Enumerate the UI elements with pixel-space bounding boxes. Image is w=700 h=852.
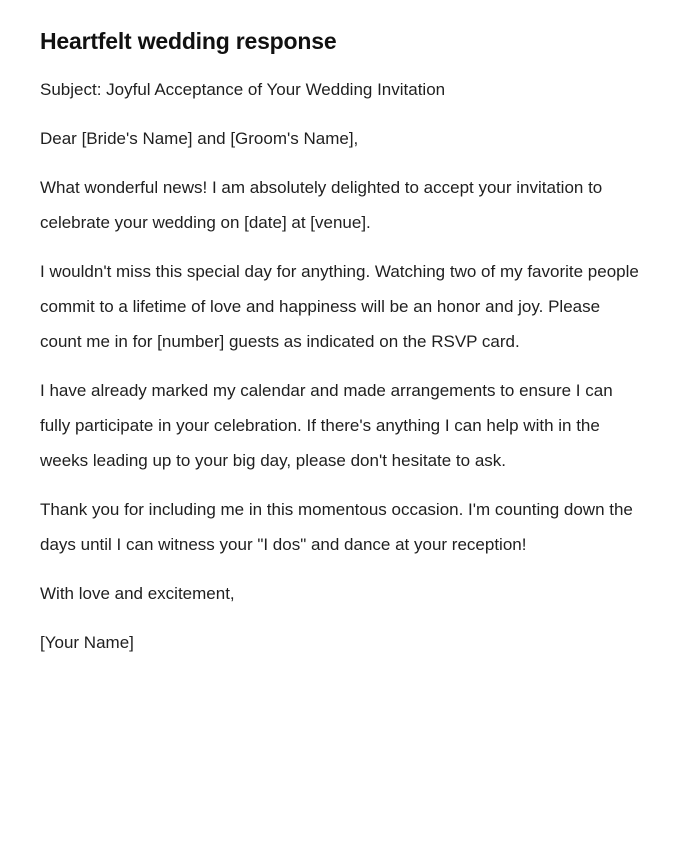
paragraph-body-3: I have already marked my calendar and made arrangements to ensure I can fully participate in your celebration. If there's anything I can help with in the weeks leading up to your big day, please don't hesitate to ask.	[40, 381, 613, 470]
page-title: Heartfelt wedding response	[40, 28, 337, 54]
paragraph-salutation: Dear [Bride's Name] and [Groom's Name],	[40, 129, 359, 148]
paragraph-body-1: What wonderful news! I am absolutely delighted to accept your invitation to celebrate your wedding on [date] at [venue].	[40, 178, 603, 232]
paragraph-body-2: I wouldn't miss this special day for anything. Watching two of my favorite people commit to a lifetime of love and happiness will be an honor and joy. Please count me in for [number] guests as indicated on the RSVP card.	[40, 262, 639, 351]
paragraph-closing: With love and excitement,	[40, 584, 235, 603]
paragraph-subject: Subject: Joyful Acceptance of Your Wedding Invitation	[40, 80, 446, 99]
paragraph-signature: [Your Name]	[40, 633, 134, 652]
paragraph-body-4: Thank you for including me in this momentous occasion. I'm counting down the days until I can witness your "I dos" and dance at your reception!	[40, 500, 633, 554]
